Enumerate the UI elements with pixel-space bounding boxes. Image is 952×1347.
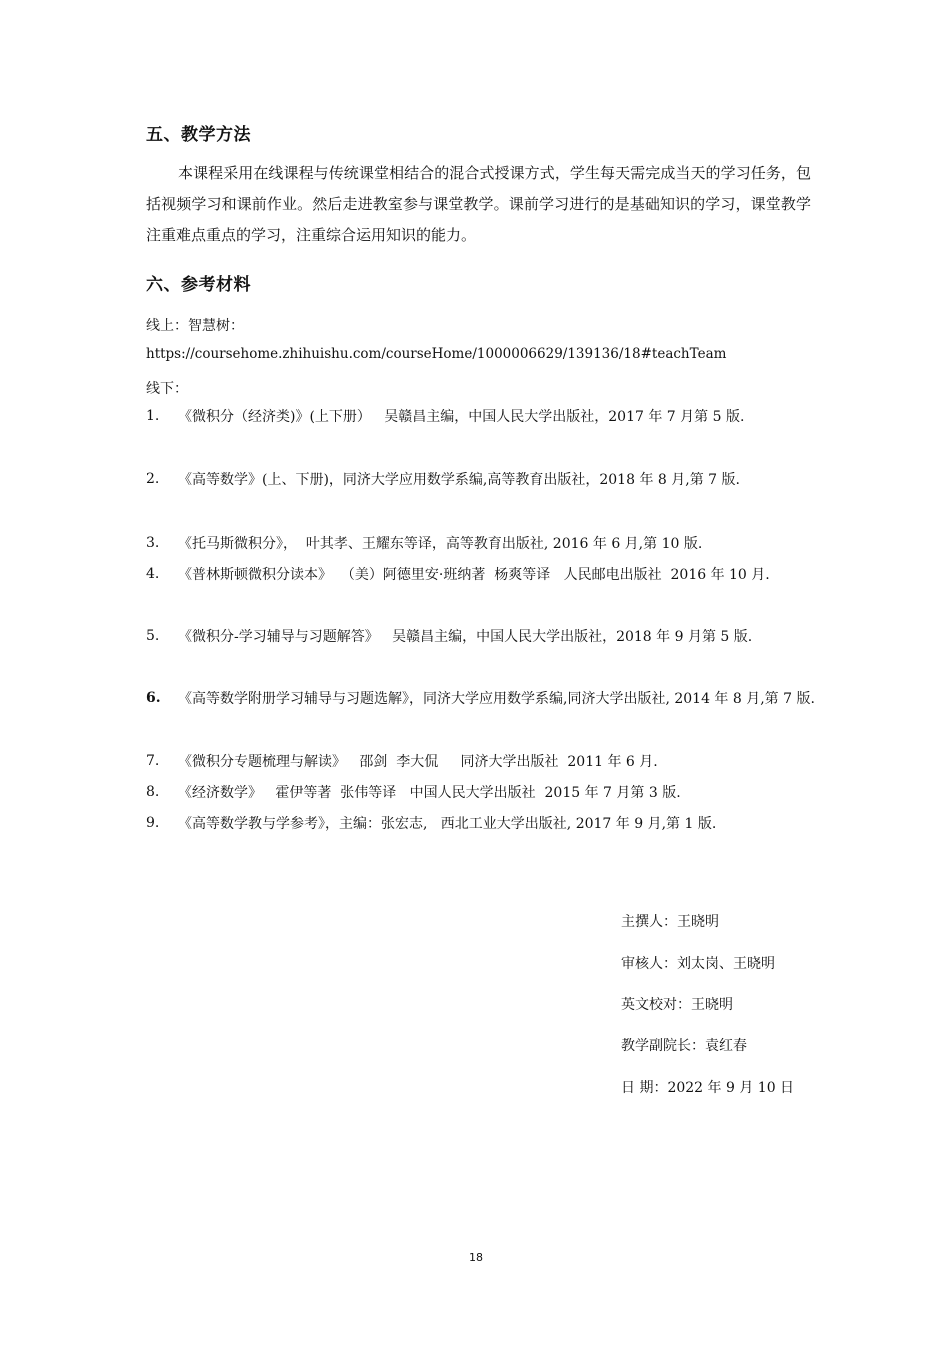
signature-reviewer: 审核人：刘太岗、王晓明	[621, 956, 775, 972]
reference-text: 《微积分（经济类)》(上下册） 吴赣昌主编，中国人民大学出版社，2017 年 7 月第 5 版.	[178, 409, 745, 425]
reference-number: 8.	[146, 784, 160, 800]
reference-number: 4.	[146, 566, 160, 582]
offline-label: 线下：	[146, 381, 188, 397]
reference-text: 《经济数学》 霍伊等著 张伟等译 中国人民大学出版社 2015 年 7 月第 3 版.	[178, 785, 681, 801]
signature-vice-dean: 教学副院长：袁红春	[621, 1038, 747, 1054]
reference-text: 《高等数学附册学习辅导与习题选解》，同济大学应用数学系编,同济大学出版社, 2014 年 8 月,第 7 版.	[178, 691, 815, 707]
reference-text: 《高等数学》(上、下册)，同济大学应用数学系编,高等教育出版社，2018 年 8 月,第 7 版.	[178, 472, 740, 488]
reference-text: 《高等数学教与学参考》，主编：张宏志, 西北工业大学出版社, 2017 年 9 月,第 1 版.	[178, 816, 717, 832]
reference-number: 3.	[146, 535, 160, 551]
reference-number: 9.	[146, 815, 160, 831]
signature-date: 日 期：2022 年 9 月 10 日	[621, 1080, 795, 1096]
page-number: 18	[469, 1251, 483, 1264]
section-heading-teaching-methods: 五、教学方法	[146, 125, 251, 145]
reference-text: 《微积分专题梳理与解读》 邵剑 李大侃 同济大学出版社 2011 年 6 月.	[178, 754, 658, 770]
reference-text: 《普林斯顿微积分读本》 （美）阿德里安·班纳著 杨爽等译 人民邮电出版社 2016 年 10 月.	[178, 567, 770, 583]
online-label: 线上：智慧树：	[146, 318, 244, 334]
signature-english-proof: 英文校对：王晓明	[621, 997, 733, 1013]
reference-text: 《微积分-学习辅导与习题解答》 吴赣昌主编，中国人民大学出版社，2018 年 9 月第 5 版.	[178, 629, 753, 645]
online-url[interactable]: https://coursehome.zhihuishu.com/courseHome/1000006629/139136/18#teachTeam	[146, 346, 727, 362]
section-heading-references: 六、参考材料	[146, 275, 251, 295]
reference-number: 1.	[146, 408, 160, 424]
reference-number: 6.	[146, 690, 161, 706]
reference-number: 2.	[146, 471, 160, 487]
reference-text: 《托马斯微积分》， 叶其孝、王耀东等译，高等教育出版社, 2016 年 6 月,第 10 版.	[178, 536, 703, 552]
signature-author: 主撰人：王晓明	[621, 914, 719, 930]
teaching-methods-paragraph: 本课程采用在线课程与传统课堂相结合的混合式授课方式，学生每天需完成当天的学习任务，包括视频学习和课前作业。然后走进教室参与课堂教学。课前学习进行的是基础知识的学习，课堂教学注重难点重点的学习，注重综合运用知识的能力。	[146, 164, 811, 244]
reference-number: 7.	[146, 753, 160, 769]
reference-number: 5.	[146, 628, 160, 644]
